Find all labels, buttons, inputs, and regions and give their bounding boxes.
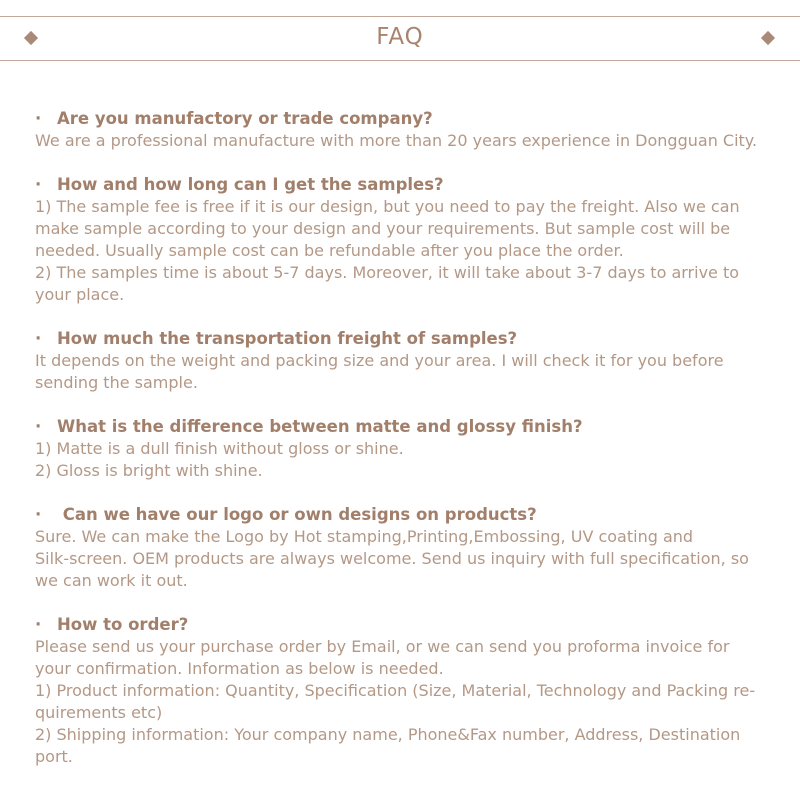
faq-answer-line: your place. xyxy=(35,285,125,304)
faq-question xyxy=(35,614,775,636)
faq-answer-line: your confirmation. Information as below is needed. xyxy=(35,659,444,678)
faq-answer-line: Sure. We can make the Logo by Hot stamping,Printing,Embossing, UV coating and xyxy=(35,527,694,546)
faq-question xyxy=(35,504,775,526)
bullet-icon: · xyxy=(35,505,42,524)
faq-item xyxy=(35,328,775,394)
faq-answer-line: needed. Usually sample cost can be refundable after you place the order. xyxy=(35,241,624,260)
header-top-rule xyxy=(0,16,800,17)
faq-answer-line: 1) Product information: Quantity, Specification (Size, Material, Technology and Packing re- xyxy=(35,681,756,700)
faq-question xyxy=(35,108,775,130)
faq-question-text: What is the difference between matte and glossy finish? xyxy=(57,417,583,436)
faq-answer-line: We are a professional manufacture with more than 20 years experience in Dongguan City. xyxy=(35,131,758,150)
faq-answer-line: 1) The sample fee is free if it is our design, but you need to pay the freight. Also we can xyxy=(35,197,740,216)
faq-question-text: How and how long can I get the samples? xyxy=(57,175,444,194)
faq-item xyxy=(35,416,775,482)
faq-item xyxy=(35,174,775,306)
faq-question-text: Are you manufactory or trade company? xyxy=(57,109,433,128)
faq-list xyxy=(35,108,775,790)
faq-answer-line: 2) Shipping information: Your company name, Phone&Fax number, Address, Destination xyxy=(35,725,741,744)
faq-answer-line: sending the sample. xyxy=(35,373,198,392)
bullet-icon: · xyxy=(35,175,42,194)
faq-answer-line: port. xyxy=(35,747,73,766)
faq-answer-line: 2) The samples time is about 5-7 days. Moreover, it will take about 3-7 days to arrive to xyxy=(35,263,740,282)
bullet-icon: · xyxy=(35,329,42,348)
faq-question xyxy=(35,416,775,438)
faq-answer-line: Please send us your purchase order by Email, or we can send you proforma invoice for xyxy=(35,637,730,656)
faq-answer-line: 2) Gloss is bright with shine. xyxy=(35,461,263,480)
faq-answer-line: 1) Matte is a dull finish without gloss or shine. xyxy=(35,439,404,458)
faq-answer-line: It depends on the weight and packing size and your area. I will check it for you before xyxy=(35,351,724,370)
faq-answer-line: quirements etc) xyxy=(35,703,163,722)
faq-question-text: Can we have our logo or own designs on products? xyxy=(57,505,537,524)
faq-answer-line: make sample according to your design and your requirements. But sample cost will be xyxy=(35,219,731,238)
faq-answer-line: Silk-screen. OEM products are always welcome. Send us inquiry with full specification, so xyxy=(35,549,749,568)
bullet-icon: · xyxy=(35,615,42,634)
page-title: FAQ xyxy=(376,24,424,50)
bullet-icon: · xyxy=(35,417,42,436)
faq-question-text: How much the transportation freight of samples? xyxy=(57,329,518,348)
faq-header xyxy=(0,0,800,80)
faq-item xyxy=(35,614,775,768)
header-bottom-rule xyxy=(0,60,800,61)
faq-question xyxy=(35,328,775,350)
faq-answer-line: we can work it out. xyxy=(35,571,188,590)
faq-question-text: How to order? xyxy=(57,615,189,634)
faq-question xyxy=(35,174,775,196)
bullet-icon: · xyxy=(35,109,42,128)
faq-item xyxy=(35,108,775,152)
faq-item xyxy=(35,504,775,592)
